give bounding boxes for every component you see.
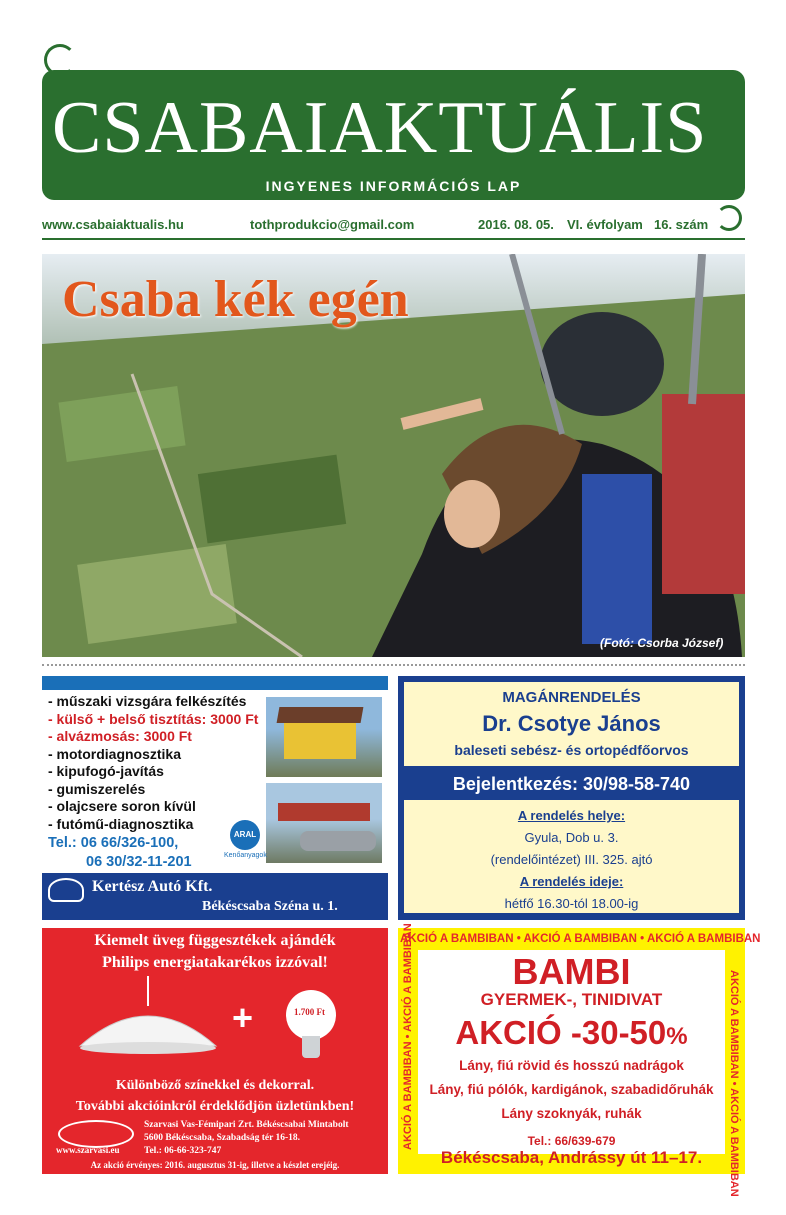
email-link[interactable]: tothprodukcio@gmail.com [250,217,415,232]
bambi-sale-text: AKCIÓ -30-50 [455,1014,667,1051]
issue-info-bar [42,214,745,236]
pendant-lamp-icon [78,976,218,1060]
service-item: - műszaki vizsgára felkészítés [48,693,247,709]
bambi-border-right: AKCIÓ A BAMBIBAN • AKCIÓ A BAMBIBAN [728,970,740,1197]
szarvasi-validity: Az akció érvényes: 2016. augusztus 31-ig, illetve a készlet erejéig. [90,1160,340,1170]
aral-logo: ARAL [230,820,260,850]
bambi-item-2: Lány, fiú pólók, kardigánok, szabadidőruhák [429,1082,714,1097]
volume-label: VI. évfolyam [567,217,643,232]
car-photo [266,783,382,863]
car-emblem-icon [48,878,84,902]
bambi-sale-percent: % [666,1023,688,1050]
kertesz-company-name: Kertész Autó Kft. [92,878,213,895]
bambi-phone: Tel.: 66/639-679 [527,1134,616,1148]
aral-logo-caption: Kenőanyagok [224,852,267,859]
bambi-item-1: Lány, fiú rövid és hosszú nadrágok [459,1058,684,1073]
szarvasi-logo [58,1120,134,1148]
ad-top-stripe [42,676,388,690]
appointment-phone: Bejelentkezés: 30/98-58-740 [452,774,691,794]
szarvasi-headline-1: Kiemelt üveg függesztékek ajándék [94,932,336,949]
bambi-tagline: GYERMEK-, TINIDIVAT [480,990,663,1009]
doctor-ad-title: MAGÁNRENDELÉS [502,689,641,706]
issue-number: 16. szám [654,217,709,232]
szarvasi-web[interactable]: www.szarvasi.eu [56,1145,120,1155]
szarvasi-phone: Tel.: 06-66-323-747 [144,1146,222,1156]
service-item: - külső + belső tisztítás: 3000 Ft [48,710,259,727]
plus-icon: + [232,997,254,1038]
issue-date: 2016. 08. 05. [478,217,554,232]
szarvasi-colors: Különböző színekkel és dekorral. [115,1078,315,1093]
szarvasi-headline-2: Philips energiatakarékos izzóval! [102,954,328,971]
bambi-brand: BAMBI [512,951,631,992]
service-item: - alvázmosás: 3000 Ft [48,728,192,744]
photo-credit: (Fotó: Csorba József) [600,636,724,650]
service-item: - kipufogó-javítás [48,763,164,779]
kertesz-address: Békéscsaba Széna u. 1. [202,899,338,914]
garage-photo [266,697,382,777]
newspaper-title: CSABAIAKTUÁLIS [52,87,708,169]
szarvasi-more: További akcióinkról érdeklődjön üzletünkben! [75,1099,355,1114]
bambi-border-top: AKCIÓ A BAMBIBAN • AKCIÓ A BAMBIBAN • AKCIÓ A BAMBIBAN [400,933,761,945]
time-line: hétfő 16.30-tól 18.00-ig [504,896,639,911]
time-label: A rendelés ideje: [519,874,624,889]
service-list [48,693,258,833]
place-line-1: Gyula, Dob u. 3. [524,830,619,845]
service-item: - gumiszerelés [48,780,146,797]
service-item: - futómű-diagnosztika [48,815,194,832]
phone-line-2: 06 30/32-11-201 [86,854,192,870]
kertesz-phone [48,834,192,872]
place-line-2: (rendelőintézet) III. 325. ajtó [490,852,653,867]
newspaper-subtitle: INGYENES INFORMÁCIÓS LAP [265,178,522,194]
bambi-border-left: AKCIÓ A BAMBIBAN • AKCIÓ A BAMBIBAN [402,923,414,1150]
szarvasi-company: Szarvasi Vas-Fémipari Zrt. Békéscsabai Mintabolt [144,1120,349,1130]
bulb-price: 1.700 Ft [294,1007,325,1017]
service-item: - olajcsere soron kívül [48,798,196,814]
bambi-item-3: Lány szoknyák, ruhák [501,1106,642,1121]
bambi-sale [418,1011,725,1059]
cover-headline: Csaba kék egén [62,271,409,328]
szarvasi-address: 5600 Békéscsaba, Szabadság tér 16-18. [144,1133,301,1143]
website-link[interactable]: www.csabaiaktualis.hu [42,217,184,232]
service-item: - motordiagnosztika [48,745,182,762]
place-label: A rendelés helye: [517,808,626,823]
header-rule [42,238,745,240]
doctor-name: Dr. Csotye János [482,711,661,736]
bulb-base [302,1036,320,1058]
dotted-divider [42,664,745,666]
bambi-address: Békéscsaba, Andrássy út 11–17. [440,1148,703,1167]
doctor-specialty: baleseti sebész- és ortopédfőorvos [454,742,689,758]
phone-line-1: Tel.: 06 66/326-100, [48,835,179,851]
